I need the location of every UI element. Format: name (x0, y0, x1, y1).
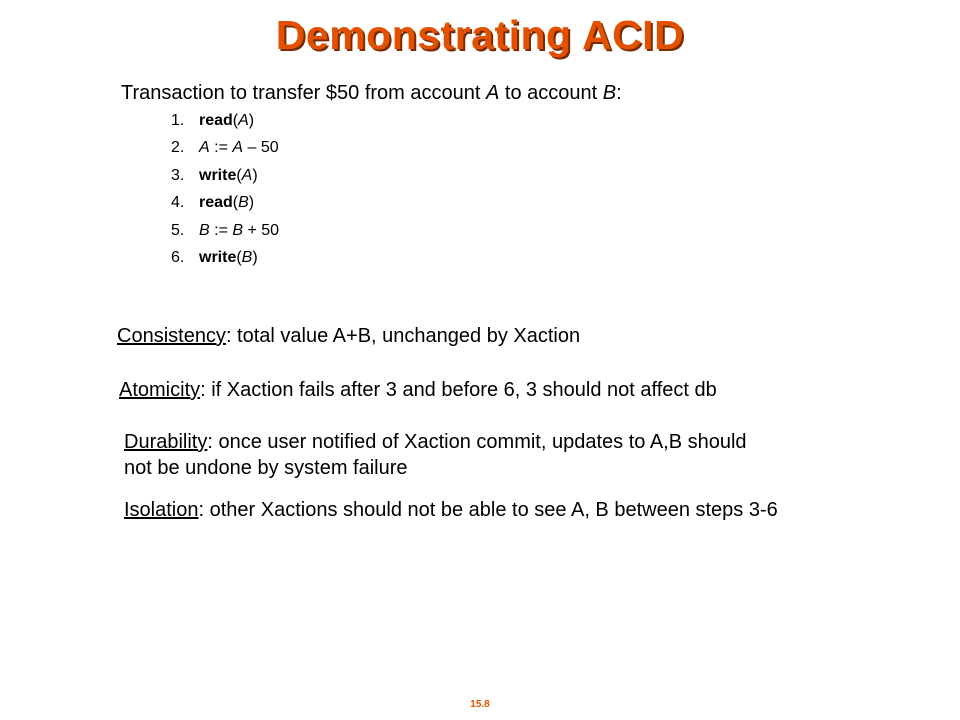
step-assign: := (209, 221, 233, 239)
step-expr: + 50 (243, 221, 280, 239)
step-rhs: B (232, 221, 244, 239)
step-number: 3. (171, 166, 185, 184)
transaction-intro (121, 82, 622, 105)
step-op: read (199, 112, 233, 129)
step-item (171, 111, 279, 138)
consistency-paragraph (117, 323, 580, 349)
step-number: 6. (171, 248, 185, 266)
step-item (171, 193, 279, 220)
step-var: A (238, 112, 249, 129)
step-number: 1. (171, 112, 185, 129)
atomicity-term: Atomicity (119, 379, 201, 401)
durability-text-line2: not be undone by system failure (124, 457, 408, 479)
step-var: B (238, 194, 249, 212)
intro-var-b: B (602, 82, 617, 104)
durability-term: Durability (124, 431, 208, 453)
step-lhs: A (199, 139, 210, 157)
step-item (171, 166, 279, 193)
step-number: 4. (171, 194, 185, 212)
durability-paragraph (124, 429, 747, 481)
transaction-steps (171, 111, 279, 275)
step-var: B (241, 248, 253, 266)
step-close: ) (248, 194, 255, 212)
consistency-term: Consistency (117, 325, 226, 347)
step-lhs: B (199, 221, 210, 239)
step-expr: – 50 (243, 139, 279, 157)
step-op: write (199, 166, 237, 184)
durability-text-line1: : once user notified of Xaction commit, updates to A,B should (207, 431, 747, 453)
step-close: ) (252, 166, 258, 184)
intro-middle: to account (499, 82, 603, 104)
step-item (171, 248, 279, 275)
isolation-term: Isolation (124, 499, 199, 521)
consistency-text: : total value A+B, unchanged by Xaction (225, 325, 581, 347)
step-op: read (199, 194, 233, 212)
step-item (171, 138, 279, 165)
atomicity-paragraph (119, 377, 717, 403)
step-open: ( (236, 248, 242, 266)
intro-var-a: A (486, 82, 500, 104)
step-close: ) (248, 112, 255, 129)
step-open: ( (232, 194, 239, 212)
step-open: ( (236, 166, 242, 184)
isolation-text: : other Xactions should not be able to see A, B between steps 3-6 (198, 499, 778, 521)
step-rhs: A (232, 139, 244, 157)
step-op: write (199, 248, 237, 266)
step-number: 2. (171, 139, 185, 157)
step-var: A (241, 166, 253, 184)
step-assign: := (209, 139, 233, 157)
slide-number: 15.8 (470, 699, 490, 710)
step-item (171, 221, 279, 248)
step-open: ( (232, 112, 239, 129)
isolation-paragraph (124, 497, 778, 523)
intro-prefix: Transaction to transfer $50 from account (121, 82, 486, 104)
intro-suffix: : (616, 82, 622, 104)
slide-title: Demonstrating ACID (275, 12, 685, 58)
step-close: ) (252, 248, 258, 266)
step-number: 5. (171, 221, 185, 239)
atomicity-text: : if Xaction fails after 3 and before 6, 3 should not affect db (200, 379, 717, 401)
